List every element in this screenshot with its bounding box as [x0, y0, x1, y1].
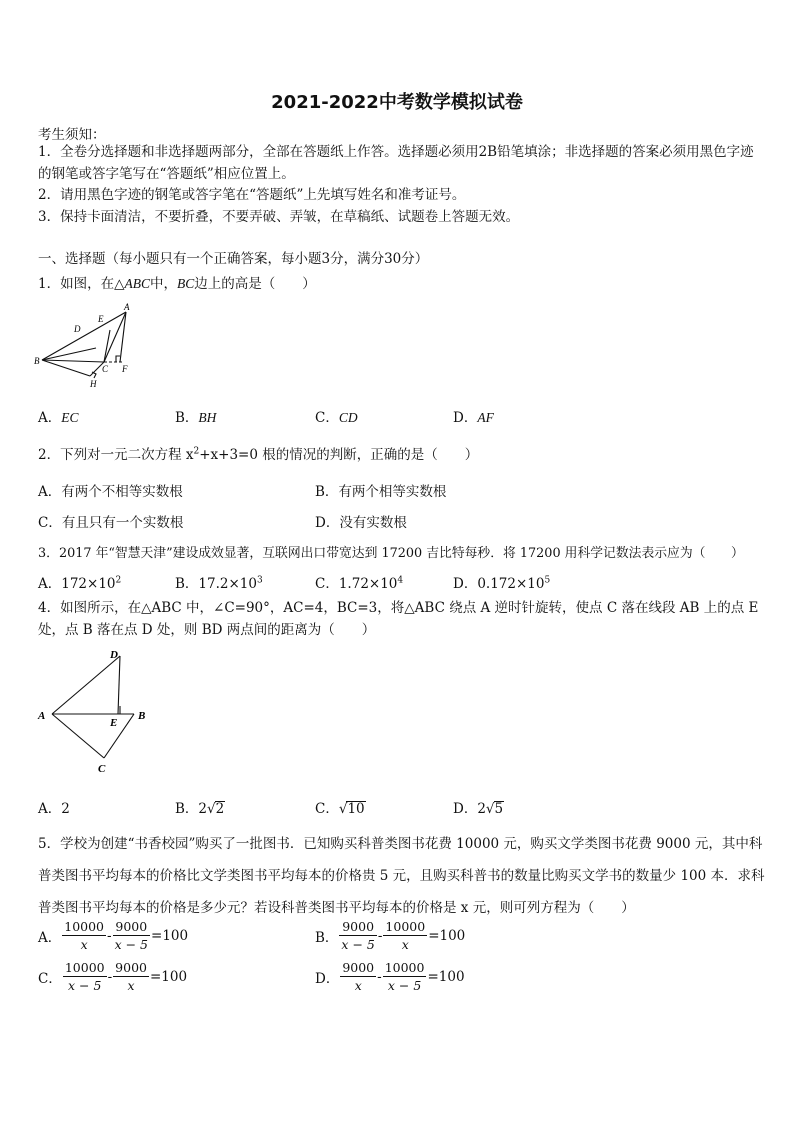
question-3-stem: 3．2017 年“智慧天津”建设成效显著，互联网出口带宽达到 17200 吉比特每秒．将 17200 用科学记数法表示应为（ ） [38, 546, 744, 561]
q2-option-b[interactable]: B．有两个相等实数根 [315, 484, 447, 500]
q5-option-d[interactable]: D． $\frac{9000}{x}$ - $\frac{10000}{x - 5}$ =100 [315, 960, 465, 993]
figure-1-label-e: E [98, 314, 104, 324]
q5-option-a[interactable]: A． $\frac{10000}{x}$ - $\frac{9000}{x - 5}$ =100 [38, 919, 189, 952]
question-4-stem: 4．如图所示，在△ABC 中，∠C=90°，AC=4，BC=3，将△ABC 绕点 A 逆时针旋转，使点 C 落在线段 AB 上的点 E 处，点 B 落在点 D 处，则 BD 两点间的距离为（ ） [38, 600, 759, 638]
q4-option-d[interactable]: D．2√5 [453, 801, 504, 817]
question-4-figure [36, 646, 160, 776]
notice-item-1: 1．全卷分选择题和非选择题两部分，全部在答题纸上作答。选择题必须用2B铅笔填涂；非选择题的答案必须用黑色字迹的钢笔或答字笔写在“答题纸”相应位置上。 [38, 144, 754, 182]
notice-item-2: 2．请用黑色字迹的钢笔或答字笔在“答题纸”上先填写姓名和准考证号。 [38, 187, 466, 203]
q5-option-c[interactable]: C． $\frac{10000}{x - 5}$ - $\frac{9000}{x}$ =100 [38, 960, 188, 993]
q5-option-b[interactable]: B． $\frac{9000}{x - 5}$ - $\frac{10000}{x}$ =100 [315, 919, 466, 952]
figure-4-label-d: D [110, 649, 118, 661]
question-5-stem: 5．学校为创建“书香校园”购买了一批图书．已知购买科普类图书花费 10000 元，购买文学类图书花费 9000 元，其中科普类图书平均每本的价格比文学类图书平均每本的价格贵 5 元，且购买科普书的数量比购买文学书的数量少 100 本．求科普类图书平均每本的价格是多少元？若设科普类图书平均每本的价格是 x 元，则可列方程为（ ） [38, 836, 765, 916]
figure-1-label-c: C [102, 364, 109, 374]
q2-option-a[interactable]: A．有两个不相等实数根 [38, 484, 183, 500]
q3-option-d[interactable]: D．$0.172\times 10^5$ [453, 575, 551, 592]
q4-option-b[interactable]: B．2√2 [175, 801, 225, 817]
figure-1-label-h: H [90, 379, 97, 389]
question-1-stem: 1．如图，在△ABC中，BC边上的高是（ ） [38, 276, 316, 292]
notice-heading: 考生须知： [38, 127, 106, 143]
sqrt-sign: √ [485, 801, 495, 817]
figure-1-label-a: A [124, 302, 130, 312]
figure-4-label-b: B [138, 710, 146, 722]
q2-option-c[interactable]: C．有且只有一个实数根 [38, 515, 184, 531]
figure-1-label-b: B [34, 356, 40, 366]
sqrt-sign: √ [338, 801, 348, 817]
figure-4-label-c: C [98, 763, 106, 775]
question-1-figure [34, 302, 144, 394]
figure-4-label-a: A [38, 710, 46, 722]
exam-title: 2021-2022中考数学模拟试卷 [271, 92, 523, 113]
figure-1-label-f: F [122, 364, 128, 374]
section-heading: 一、选择题（每小题只有一个正确答案，每小题3分，满分30分） [38, 251, 429, 267]
question-2-stem: 2．下列对一元二次方程 $x^2+x+3=0$ 根的情况的判断，正确的是（ ） [38, 446, 479, 463]
q1-option-d[interactable]: D．AF [453, 410, 494, 426]
q1-option-c[interactable]: C．CD [315, 410, 358, 426]
q4-option-c[interactable]: C．√10 [315, 801, 365, 817]
figure-4-label-e: E [110, 717, 118, 729]
q3-option-b[interactable]: B．$17.2\times 10^3$ [175, 575, 263, 592]
sqrt-sign: √ [207, 801, 216, 817]
q1-option-b[interactable]: B．BH [175, 410, 217, 426]
notice-item-3: 3．保持卡面清洁，不要折叠，不要弄破、弄皱，在草稿纸、试题卷上答题无效。 [38, 209, 520, 225]
figure-1-label-d: D [74, 324, 81, 334]
q3-option-c[interactable]: C．$1.72\times 10^4$ [315, 575, 404, 592]
q4-option-a[interactable]: A．2 [38, 801, 70, 817]
q1-option-a[interactable]: A．EC [38, 410, 79, 426]
q2-option-d[interactable]: D．没有实数根 [315, 515, 407, 531]
q3-option-a[interactable]: A．$172\times 10^2$ [38, 575, 122, 592]
